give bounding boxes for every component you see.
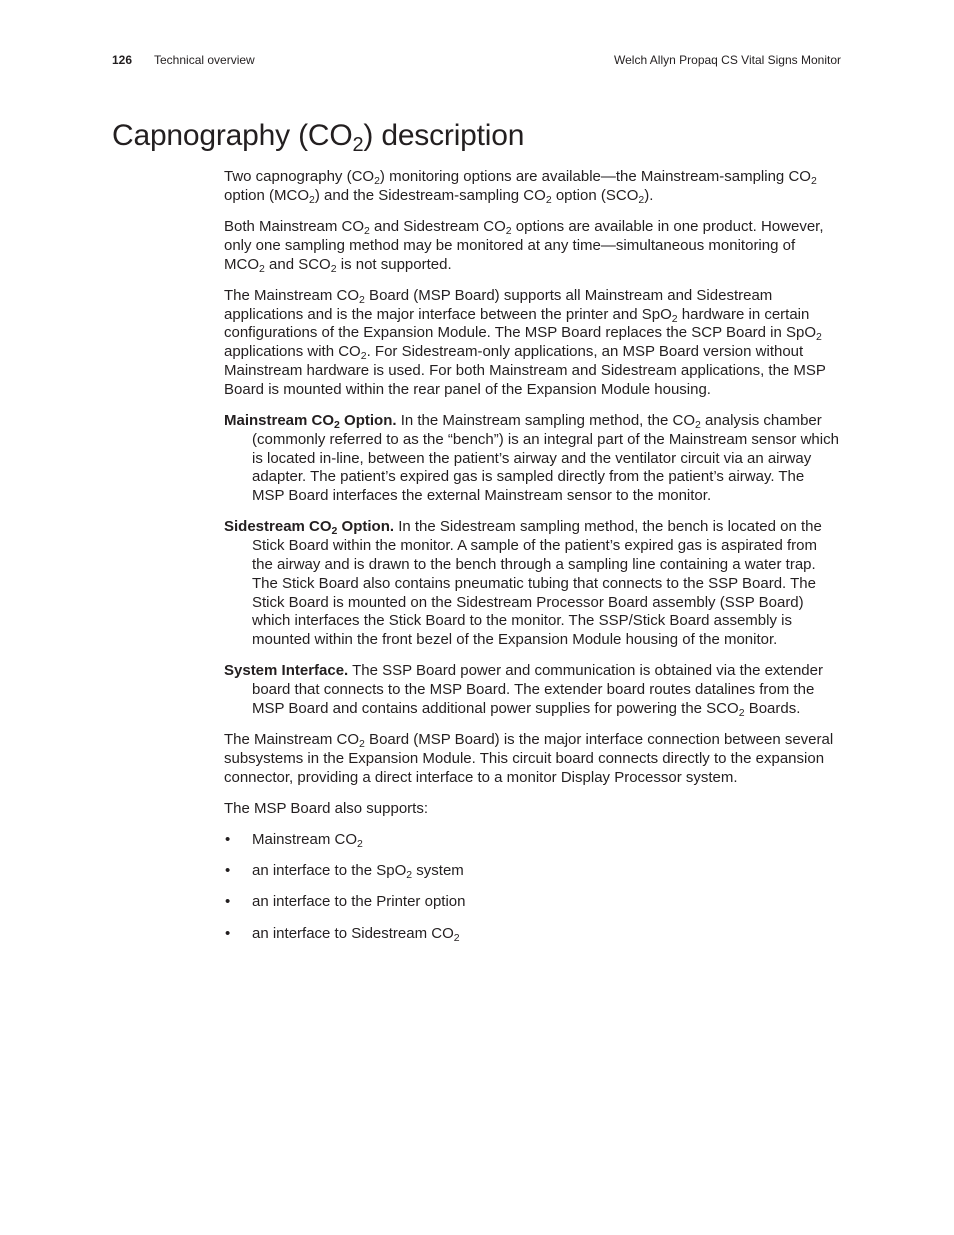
section-title: Technical overview	[154, 53, 255, 67]
list-item: • an interface to Sidestream $CO_2$	[225, 924, 460, 944]
paragraph-interface: The Mainstream $CO_2$ Board (MSP Board) is the major interface connection between several subsystems in the Expansion Module. This circuit board connects directly to the expansion connector, providing a direct interface to a monitor Display Processor system.	[224, 731, 834, 786]
list-item: • Mainstream $CO_2$	[225, 831, 363, 851]
definition-sidestream: Sidestream $CO_2$ Option. In the Sidestream sampling method, the bench is located on the Stick Board within the monitor. A sample of the patient’s expired gas is aspirated from the airway and is drawn to the bench through a sampling line containing a water trap. The Stick Board also contains pneumatic tubing that connects to the SSP Board. The Stick Board is mounted on the Sidestream Processor Board assembly (SSP Board) which interfaces the Stick Board to the monitor. The SSP/Stick Board assembly is mounted within the front bezel of the Expansion Module housing of the monitor.	[224, 518, 822, 649]
product-title: Welch Allyn Propaq CS Vital Signs Monitor	[614, 53, 841, 67]
page-number: 126	[112, 53, 133, 67]
bullet-icon: •	[225, 831, 231, 849]
paragraph-supports: The MSP Board also supports:	[224, 799, 428, 817]
page-header	[112, 52, 841, 68]
list-item: • an interface to the Printer option	[225, 893, 466, 911]
bullet-icon: •	[225, 893, 231, 911]
bullet-icon: •	[225, 924, 231, 942]
list-item: • an interface to the SpO$_2$ system	[225, 862, 464, 882]
term-system-interface: System Interface.	[224, 662, 349, 680]
term-mainstream: Mainstream $CO_2$ Option.	[224, 411, 397, 431]
term-sidestream: Sidestream $CO_2$ Option.	[224, 518, 395, 538]
document-body	[224, 168, 840, 956]
definition-system-interface: System Interface. The SSP Board power and communication is obtained via the extender board that connects to the MSP Board. The extender board routes datalines from the MSP Board and contains additional power supplies for powering the $SCO_2$ Boards.	[224, 662, 823, 719]
paragraph-options: Both Mainstream $CO_2$ and Sidestream $CO_2$ options are available in one product. However, only one sampling method may be monitored at any time—simultaneous monitoring of $MCO_2$ and $SCO_2$ is not supported.	[224, 217, 824, 275]
paragraph-msp-board: The Mainstream $CO_2$ Board (MSP Board) supports all Mainstream and Sidestream applications and is the major interface between the printer and SpO$_2$ hardware in certain configurations of the Expansion Module. The MSP Board replaces the SCP Board in SpO$_2$ applications with $CO_2$. For Sidestream-only applications, an MSP Board version without Mainstream hardware is used. For both Mainstream and Sidestream applications, the MSP Board is mounted within the rear panel of the Expansion Module housing.	[224, 286, 826, 398]
page-title: Capnography $(CO_2)$ description	[112, 119, 525, 156]
bullet-icon: •	[225, 862, 231, 880]
supports-list	[224, 831, 840, 943]
paragraph-intro: Two capnography $(CO_2)$ monitoring options are available—the Mainstream-sampling $CO_2$ option $(MCO_2)$ and the Sidestream-sampling $CO_2$ option $(SCO_2)$.	[224, 168, 817, 206]
definition-mainstream: Mainstream $CO_2$ Option. In the Mainstream sampling method, the $CO_2$ analysis chamber (commonly referred to as the “bench”) is an integral part of the Mainstream sensor which is located in-line, between the patient’s airway and the ventilator circuit via an airway adapter. The patient’s expired gas is sampled directly from the patient’s airway. The MSP Board interfaces the external Mainstream sensor to the monitor.	[224, 411, 839, 505]
